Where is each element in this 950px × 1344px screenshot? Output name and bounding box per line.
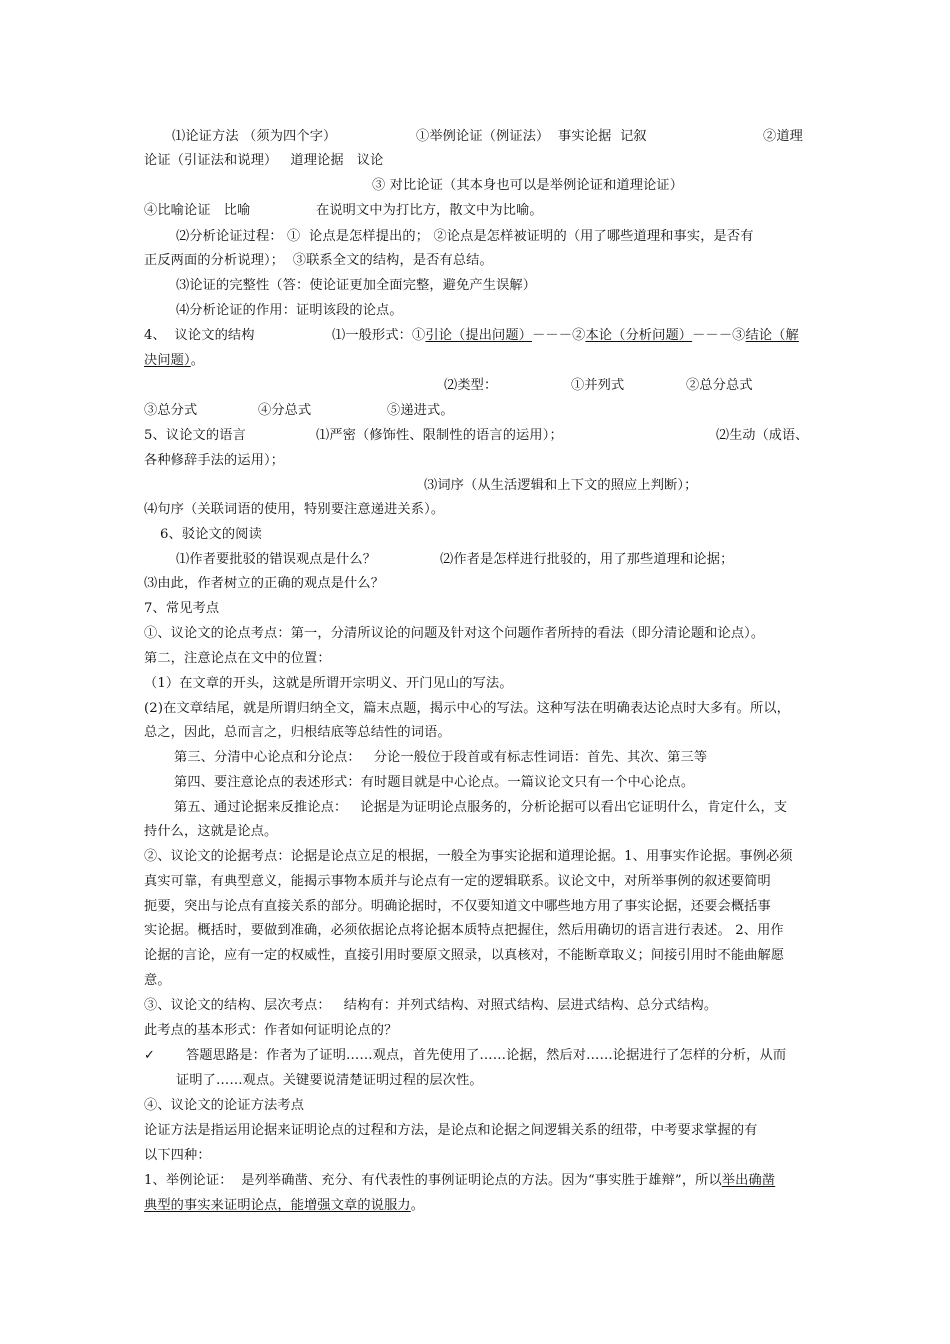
text-line: 决问题）。 xyxy=(144,353,205,368)
text-line: 在说明文中为打比方，散文中为比喻。 xyxy=(316,203,543,218)
text-line: 各种修辞手法的运用）； xyxy=(144,453,285,468)
text-line: 第四、要注意论点的表述形式：有时题目就是中心论点。一篇议论文只有一个中心论点。 xyxy=(174,775,695,790)
text-line: ⑵作者是怎样进行批驳的，用了那些道理和论据； xyxy=(440,552,734,567)
text-line: ③总分式 xyxy=(144,403,198,418)
text-line: ④分总式 xyxy=(258,403,312,418)
text-line: ⑶由此，作者树立的正确的观点是什么？ xyxy=(144,576,385,591)
text-line: ⑶论证的完整性（答：使论证更加全面完整，避免产生误解） xyxy=(176,278,537,293)
text-line: ⑵类型： xyxy=(444,378,498,393)
text-line: ⑵生动（成语、 xyxy=(716,428,809,443)
text-line: ①并列式 xyxy=(571,378,625,393)
text-line: 证明了……观点。关键要说清楚证明过程的层次性。 xyxy=(176,1073,483,1088)
text-line: 第二，注意论点在文中的位置： xyxy=(144,651,331,666)
text-line: ②道理 xyxy=(763,129,804,144)
text-line: ③ 对比论证（其本身也可以是举例论证和道理论证） xyxy=(372,178,684,193)
text-line: ⑴严密（修饰性、限制性的语言的运用）； xyxy=(316,428,563,443)
text-line: 此考点的基本形式：作者如何证明论点的？ xyxy=(144,1023,398,1038)
text-line: 意。 xyxy=(144,973,171,988)
text-line: ⑵分析论证过程： ① 论点是怎样提出的； ②论点是怎样被证明的（用了哪些道理和事实，是否有 xyxy=(176,229,754,244)
text-line: 论证（引证法和说理） 道理论据 议论 xyxy=(144,153,384,168)
text-line: 1、举例论证： 是列举确凿、充分、有代表性的事例证明论点的方法。因为“事实胜于雄辩”，所以举出确凿 xyxy=(144,1173,776,1188)
text-line: 真实可靠，有典型意义，能揭示事物本质并与论点有一定的逻辑联系。议论文中，对所举事例的叙述要简明 xyxy=(144,874,771,889)
text-line: 第五、通过论据来反推论点： 论据是为证明论点服务的，分析论据可以看出它证明什么，肯定什么，支 xyxy=(174,800,788,815)
text-line: ⑷句序（关联词语的使用，特别要注意递进关系）。 xyxy=(144,502,445,517)
section-heading: 7、常见考点 xyxy=(144,601,220,616)
section-heading: 4、 议论文的结构 xyxy=(144,328,255,343)
text-line: ⑴作者要批驳的错误观点是什么？ xyxy=(176,552,377,567)
text-line: ①、议论文的论点考点：第一，分清所议论的问题及针对这个问题作者所持的看法（即分清论题和论点）。 xyxy=(144,626,765,641)
text-line: 第三、分清中心论点和分论点： 分论一般位于段首或有标志性词语：首先、其次、第三等 xyxy=(174,750,708,765)
text-line: ④比喻论证 比喻 xyxy=(144,203,251,218)
text-line: 论据的言论，应有一定的权威性，直接引用时要原文照录，以真核对，不能断章取义；间接引用时不能曲解愿 xyxy=(144,948,785,963)
text-line: 持什么，这就是论点。 xyxy=(144,824,278,839)
text-line: 正反两面的分析说理）； ③联系全文的结构，是否有总结。 xyxy=(144,253,493,268)
text-line: 总之，因此，总而言之，归根结底等总结性的词语。 xyxy=(144,725,451,740)
text-line: (2)在文章结尾，就是所谓归纳全文，篇末点题，揭示中心的写法。这种写法在明确表达论点时大多有。所以， xyxy=(144,701,790,716)
text-line: ⑷分析论证的作用：证明该段的论点。 xyxy=(176,303,403,318)
section-heading: 6、驳论文的阅读 xyxy=(160,527,262,542)
text-line: 扼要，突出与论点有直接关系的部分。明确论据时，不仅要知道文中哪些地方用了事实论据，还要会概括事 xyxy=(144,899,771,914)
text-line: 实论据。概括时，要做到准确，必须依据论点将论据本质特点把握住，然后用确切的语言进行表述。 2、用作 xyxy=(144,923,784,938)
text-line: ④、议论文的论证方法考点 xyxy=(144,1098,305,1113)
text-line: 以下四种： xyxy=(144,1148,211,1163)
text-line: ⑶词序（从生活逻辑和上下文的照应上判断）； xyxy=(424,478,698,493)
text-line: ⑤递进式。 xyxy=(387,403,454,418)
text-line: ③、议论文的结构、层次考点： 结构有：并列式结构、对照式结构、层进式结构、总分式结构。 xyxy=(144,998,718,1013)
text-line: ②总分总式 xyxy=(686,378,753,393)
text-line: 典型的事实来证明论点，能增强文章的说服力。 xyxy=(144,1198,425,1213)
text-line: ⑴论证方法 （须为四个字） xyxy=(172,129,337,144)
text-line: （1）在文章的开头，这就是所谓开宗明义、开门见山的写法。 xyxy=(144,676,513,691)
text-line: ②、议论文的论据考点：论据是论点立足的根据，一般全为事实论据和道理论据。1、用事实作论据。事例必须 xyxy=(144,849,793,864)
structure-forms-line: ⑴一般形式：①引论（提出问题）－－－②本论（分析问题）－－－③结论（解 xyxy=(332,328,799,343)
text-line: ①举例论证（例证法） 事实论据 记叙 xyxy=(416,129,647,144)
section-heading: 5、议论文的语言 xyxy=(144,428,246,443)
checkmark-icon: ✓ xyxy=(144,1048,156,1063)
text-line: 答题思路是：作者为了证明……观点，首先使用了……论据，然后对……论据进行了怎样的分析，从而 xyxy=(186,1048,787,1063)
text-line: 论证方法是指运用论据来证明论点的过程和方法，是论点和论据之间逻辑关系的纽带，中考要求掌握的有 xyxy=(144,1123,758,1138)
